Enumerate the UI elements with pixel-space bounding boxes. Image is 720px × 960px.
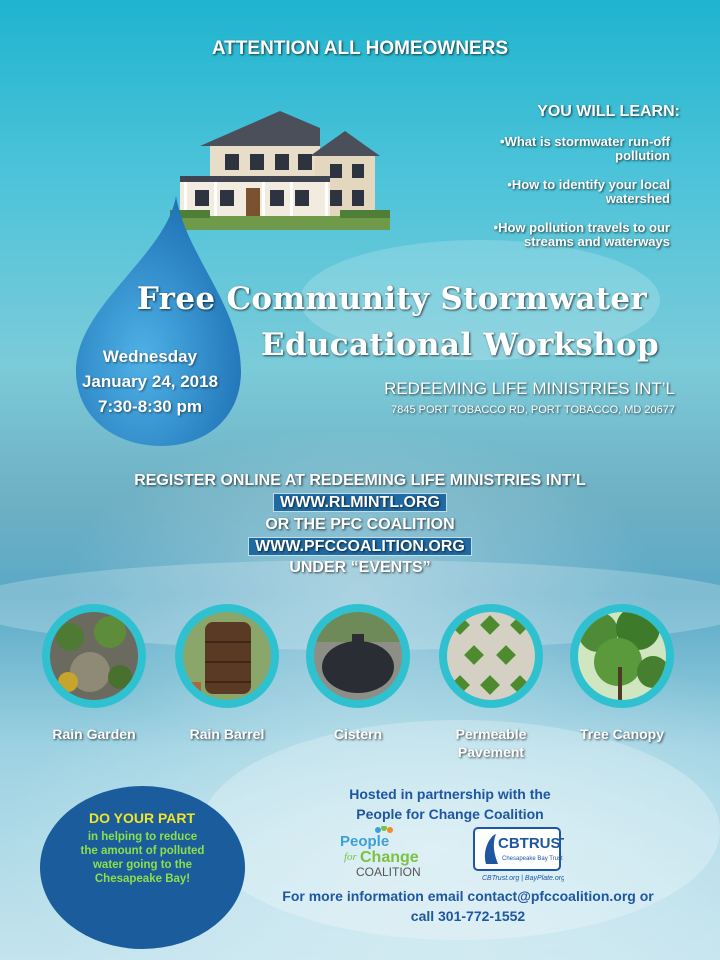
pfc-logo-word: Change <box>360 849 419 866</box>
event-title-line2: Educational Workshop <box>261 327 659 363</box>
event-date: January 24, 2018 <box>81 372 219 391</box>
do-your-part-line: Chesapeake Bay! <box>94 873 191 885</box>
learn-item-line: streams and waterways <box>524 234 670 249</box>
learn-item-line: •How pollution travels to our <box>493 220 670 235</box>
learn-item <box>410 221 670 249</box>
do-your-part-line: water going to the <box>92 859 193 871</box>
contact-info <box>248 886 688 926</box>
practice-label <box>426 725 556 761</box>
rlmintl-link[interactable]: WWW.RLMINTL.ORG <box>274 494 446 511</box>
cb-logo-sub: Chesapeake Bay Trust <box>502 856 563 862</box>
practice-label-line: Pavement <box>457 744 525 760</box>
register-url-row <box>0 538 720 556</box>
attention-heading: ATTENTION ALL HOMEOWNERS <box>211 38 509 59</box>
register-line: UNDER “EVENTS” <box>289 559 431 576</box>
learn-item-line: watershed <box>605 191 670 206</box>
do-your-part-line: in helping to reduce <box>87 831 198 843</box>
venue-name: REDEEMING LIFE MINISTRIES INT’L <box>384 379 675 398</box>
learn-item <box>410 178 670 206</box>
pfccoalition-link[interactable]: WWW.PFCCOALITION.ORG <box>249 538 471 555</box>
register-line: OR THE PFC COALITION <box>265 516 455 533</box>
rain-barrel-photo <box>175 604 279 708</box>
partnership-line: People for Change Coalition <box>356 806 544 822</box>
learn-item-line: •What is stormwater run-off <box>500 134 670 149</box>
event-title-line1: Free Community Stormwater <box>136 281 648 317</box>
register-url-row <box>0 494 720 512</box>
contact-email-line[interactable]: For more information email contact@pfccoalition.org or <box>282 888 654 904</box>
cb-logo-footer: CBTrust.org | BayPlate.org <box>482 875 564 882</box>
do-your-part-line: the amount of polluted <box>80 845 205 857</box>
partnership-line: Hosted in partnership with the <box>349 786 551 802</box>
pfc-logo-word: COALITION <box>356 865 421 879</box>
event-datetime <box>60 344 240 419</box>
learn-heading: YOU WILL LEARN: <box>537 103 680 120</box>
event-time: 7:30-8:30 pm <box>98 397 202 416</box>
practice-label: Rain Barrel <box>189 726 265 742</box>
people-figures-icon <box>375 826 393 833</box>
event-day: Wednesday <box>102 347 198 366</box>
tree-canopy-photo <box>570 604 674 708</box>
cistern-photo <box>306 604 410 708</box>
practice-label: Rain Garden <box>52 726 136 742</box>
pfc-coalition-logo <box>338 826 430 882</box>
contact-phone-line[interactable]: call 301-772-1552 <box>410 908 526 924</box>
venue-address: 7845 PORT TOBACCO RD, PORT TOBACCO, MD 20677 <box>391 404 675 416</box>
pfc-logo-word: for <box>344 851 357 863</box>
do-your-part-heading: DO YOUR PART <box>88 810 196 826</box>
practice-label-line: Permeable <box>455 726 527 742</box>
learn-item <box>410 135 670 163</box>
cbtrust-logo <box>472 826 564 882</box>
practice-label: Tree Canopy <box>579 726 665 742</box>
learn-item-line: •How to identify your local <box>507 177 670 192</box>
cb-logo-name: CBTRUST <box>498 835 564 852</box>
practice-label: Cistern <box>333 726 383 742</box>
pfc-logo-word: People <box>340 833 390 850</box>
partnership-text <box>300 784 600 824</box>
do-your-part-body <box>60 830 225 886</box>
rain-garden-photo <box>42 604 146 708</box>
permeable-pavement-photo <box>439 604 543 708</box>
learn-item-line: pollution <box>615 148 670 163</box>
register-line: REGISTER ONLINE AT REDEEMING LIFE MINISTRIES INT’L <box>134 472 586 489</box>
